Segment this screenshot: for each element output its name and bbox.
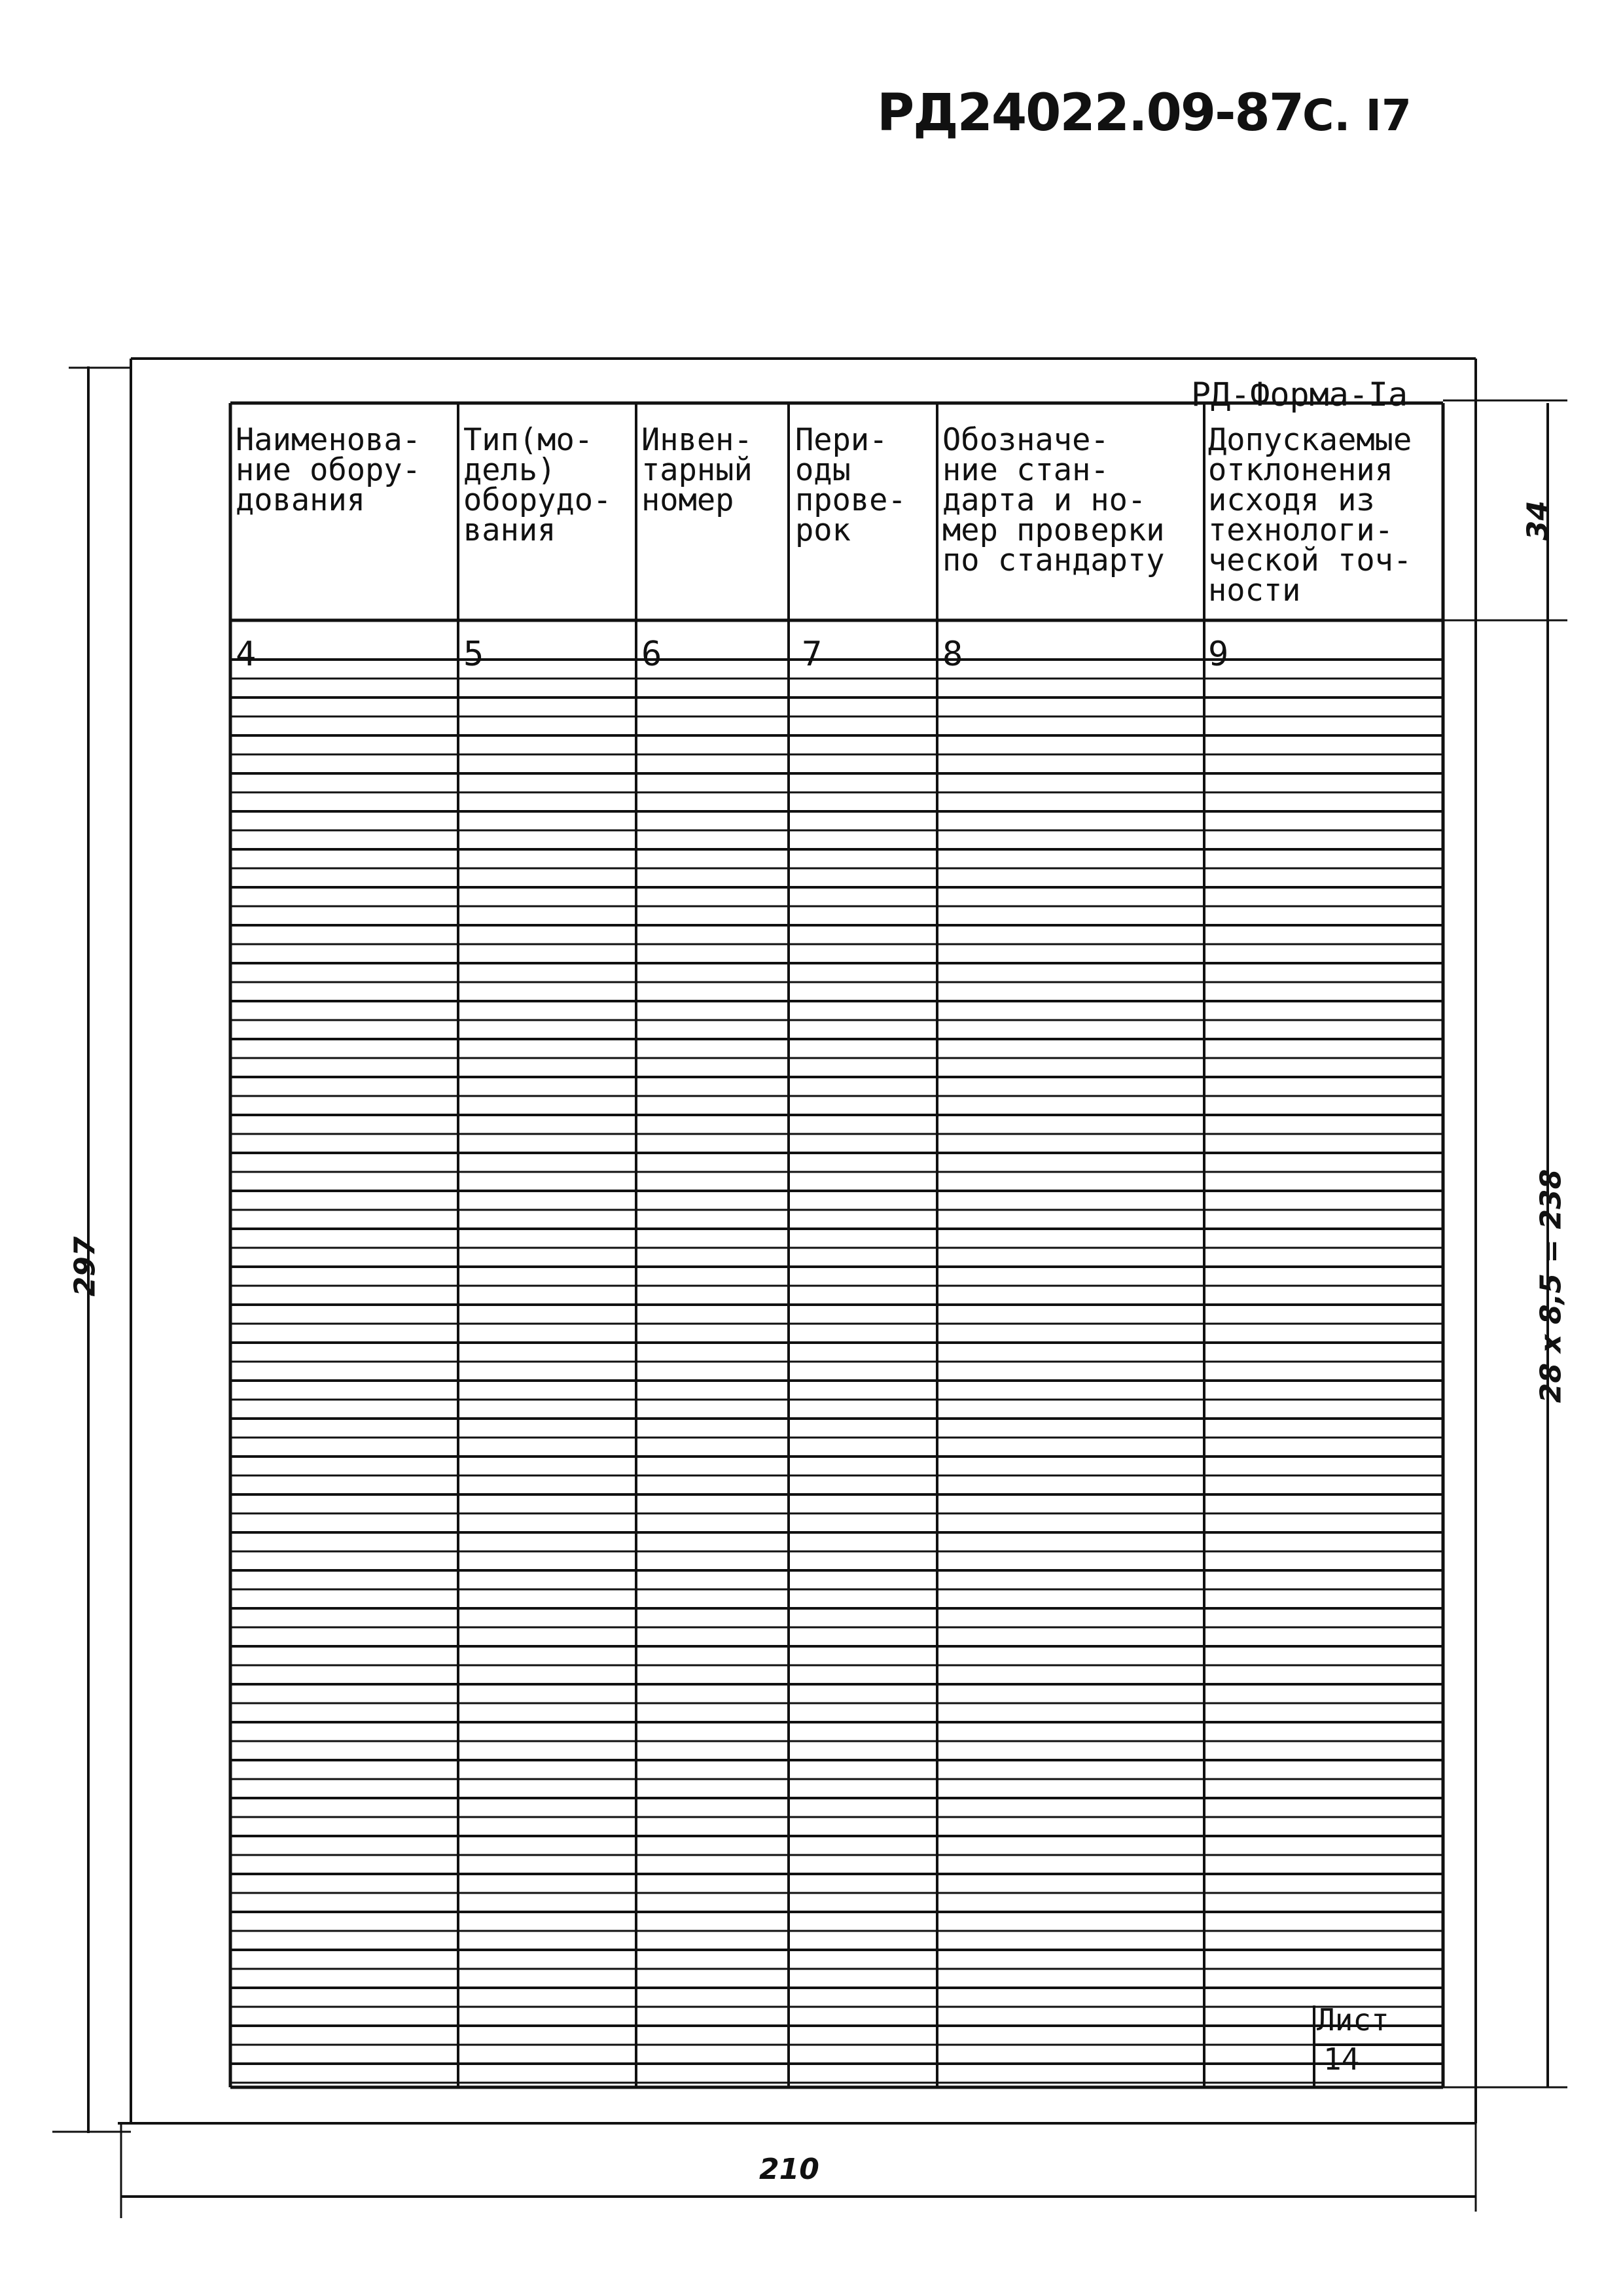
column-number-4: 4 xyxy=(236,635,257,674)
header-allowed-deviations: Допускаемые отклонения исходя из технологи- ческой точ- ности xyxy=(1208,422,1412,609)
column-number-7: 7 xyxy=(802,635,823,674)
column-number-8: 8 xyxy=(942,635,963,674)
header-check-periods: Пери- оды прове- рок xyxy=(795,422,906,548)
document-code: РД24022.09-87 xyxy=(877,84,1304,143)
form-label: РД-Форма-Iа xyxy=(1191,376,1408,414)
column-number-9: 9 xyxy=(1208,635,1229,674)
sheet-number: 14 xyxy=(1323,2041,1360,2077)
header-standard-designation: Обозначе- ние стан- дарта и но- мер проверки по стандарту xyxy=(942,422,1165,578)
column-number-5: 5 xyxy=(463,635,484,674)
header-equipment-name: Наименова- ние обору- дования xyxy=(236,422,421,518)
dimension-height-total: 297 xyxy=(68,1236,102,1297)
header-inventory-number: Инвен- тарный номер xyxy=(641,422,753,518)
dimension-rows-height: 28 x 8,5 = 238 xyxy=(1534,1169,1568,1404)
dimension-width-total: 210 xyxy=(759,2153,819,2186)
column-number-6: 6 xyxy=(641,635,662,674)
header-equipment-type: Тип(мо- дель) оборудо- вания xyxy=(463,422,612,548)
dimension-header-height: 34 xyxy=(1521,500,1555,541)
sheet-label: Лист xyxy=(1317,2002,1389,2038)
page-number: С. I7 xyxy=(1302,90,1412,141)
row-lines xyxy=(230,660,1443,2083)
